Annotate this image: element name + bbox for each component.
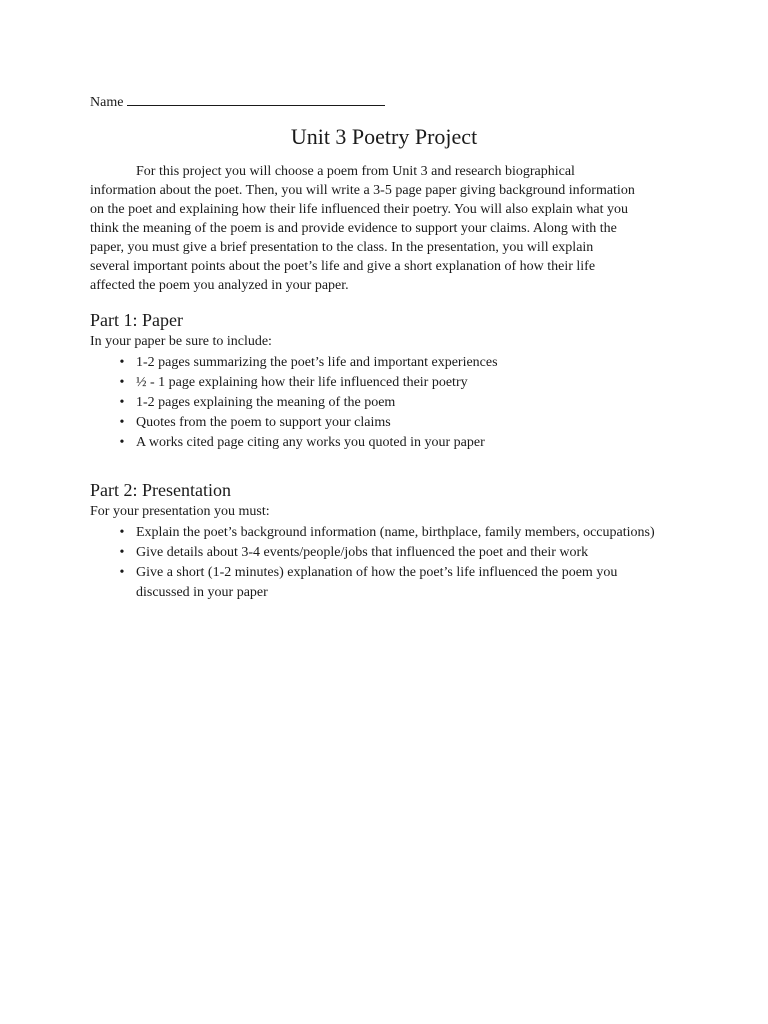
name-blank-underline	[127, 92, 385, 106]
list-item	[90, 523, 656, 543]
list-item	[90, 413, 656, 433]
name-label: Name	[90, 95, 124, 110]
name-field-line	[90, 92, 690, 112]
part1-lead: In your paper be sure to include:	[90, 334, 272, 349]
list-item	[90, 353, 656, 373]
bullet-icon: •	[119, 355, 125, 370]
part2-bullet-list	[90, 523, 690, 603]
list-item-text: Explain the poet’s background information (name, birthplace, family members, occupations)	[136, 525, 655, 540]
intro-paragraph	[90, 162, 680, 295]
document-page	[90, 92, 690, 603]
intro-line: information about the poet. Then, you will write a 3-5 page paper giving background information	[90, 183, 635, 198]
intro-line: affected the poem you analyzed in your paper.	[90, 278, 349, 293]
part1-heading: Part 1: Paper	[90, 310, 183, 330]
intro-line: several important points about the poet’s life and give a short explanation of how their life	[90, 259, 596, 274]
part1-bullet-list	[90, 353, 690, 453]
bullet-icon: •	[119, 435, 125, 450]
intro-line: on the poet and explaining how their life influenced their poetry. You will also explain what you	[90, 202, 628, 217]
bullet-icon: •	[119, 565, 125, 580]
list-item-text: Give details about 3-4 events/people/jobs that influenced the poet and their work	[136, 545, 589, 560]
bullet-icon: •	[119, 415, 125, 430]
bullet-icon: •	[119, 545, 125, 560]
intro-line: think the meaning of the poem is and provide evidence to support your claims. Along with the	[90, 221, 617, 236]
list-item-text: 1-2 pages summarizing the poet’s life and important experiences	[136, 355, 498, 370]
part2-heading: Part 2: Presentation	[90, 480, 231, 500]
list-item	[90, 373, 656, 393]
list-item-text: Give a short (1-2 minutes) explanation of how the poet’s life influenced the poem you discussed in your paper	[136, 565, 618, 600]
intro-line: For this project you will choose a poem from Unit 3 and research biographical	[136, 164, 575, 179]
list-item	[90, 563, 656, 603]
list-item-text: A works cited page citing any works you quoted in your paper	[136, 435, 485, 450]
intro-line: paper, you must give a brief presentation to the class. In the presentation, you will explain	[90, 240, 594, 255]
list-item-text: ½ - 1 page explaining how their life influenced their poetry	[136, 375, 468, 390]
page-title: Unit 3 Poetry Project	[290, 124, 478, 149]
list-item	[90, 543, 656, 563]
bullet-icon: •	[119, 525, 125, 540]
bullet-icon: •	[119, 375, 125, 390]
part2-lead: For your presentation you must:	[90, 504, 270, 519]
list-item	[90, 433, 656, 453]
list-item-text: 1-2 pages explaining the meaning of the poem	[136, 395, 396, 410]
list-item	[90, 393, 656, 413]
bullet-icon: •	[119, 395, 125, 410]
list-item-text: Quotes from the poem to support your claims	[136, 415, 391, 430]
